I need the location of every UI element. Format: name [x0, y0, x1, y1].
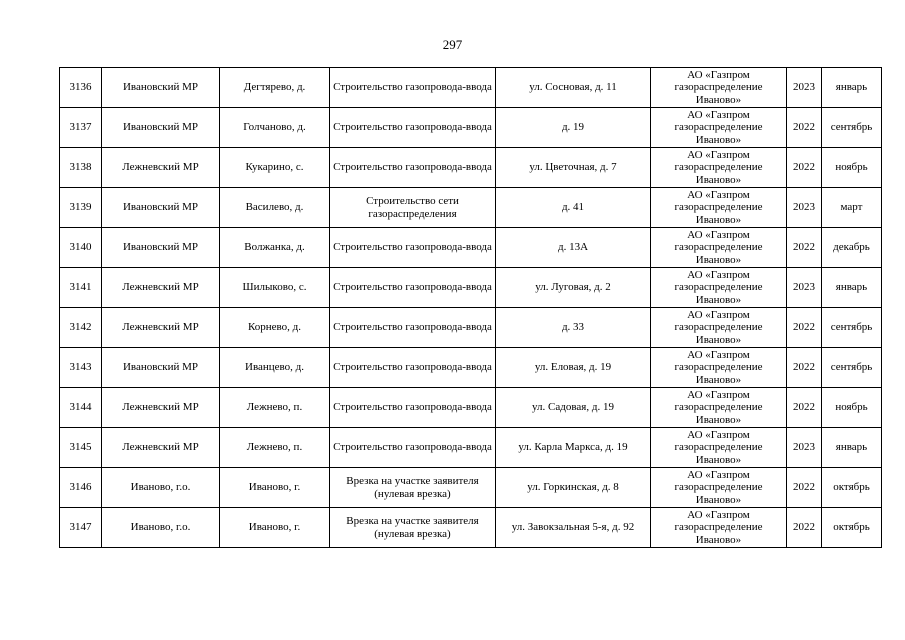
organization: АО «Газпром газораспределение Иваново»: [651, 148, 787, 188]
municipal-district: Иваново, г.о.: [102, 508, 220, 548]
month: октябрь: [822, 468, 882, 508]
table-row: [60, 468, 882, 508]
work-type: Врезка на участке заявителя (нулевая врезка): [330, 468, 496, 508]
settlement: Иваново, г.: [220, 508, 330, 548]
month: сентябрь: [822, 348, 882, 388]
work-type: Строительство газопровода-ввода: [330, 388, 496, 428]
municipal-district: Лежневский МР: [102, 148, 220, 188]
settlement: Иваново, г.: [220, 468, 330, 508]
year: 2023: [787, 268, 822, 308]
year: 2022: [787, 348, 822, 388]
address: ул. Горкинская, д. 8: [496, 468, 651, 508]
municipal-district: Лежневский МР: [102, 388, 220, 428]
month: сентябрь: [822, 308, 882, 348]
organization: АО «Газпром газораспределение Иваново»: [651, 188, 787, 228]
gasification-table: [59, 67, 882, 548]
month: ноябрь: [822, 388, 882, 428]
table-row: [60, 148, 882, 188]
month: март: [822, 188, 882, 228]
organization: АО «Газпром газораспределение Иваново»: [651, 68, 787, 108]
table-row: [60, 108, 882, 148]
year: 2022: [787, 228, 822, 268]
settlement: Иванцево, д.: [220, 348, 330, 388]
settlement: Дегтярево, д.: [220, 68, 330, 108]
address: ул. Еловая, д. 19: [496, 348, 651, 388]
year: 2022: [787, 388, 822, 428]
row-number: 3139: [60, 188, 102, 228]
table-row: [60, 348, 882, 388]
work-type: Врезка на участке заявителя (нулевая врезка): [330, 508, 496, 548]
month: январь: [822, 68, 882, 108]
address: ул. Цветочная, д. 7: [496, 148, 651, 188]
table-row: [60, 428, 882, 468]
settlement: Голчаново, д.: [220, 108, 330, 148]
row-number: 3144: [60, 388, 102, 428]
table-row: [60, 308, 882, 348]
address: д. 33: [496, 308, 651, 348]
work-type: Строительство газопровода-ввода: [330, 228, 496, 268]
table-row: [60, 188, 882, 228]
year: 2022: [787, 148, 822, 188]
organization: АО «Газпром газораспределение Иваново»: [651, 268, 787, 308]
work-type: Строительство газопровода-ввода: [330, 68, 496, 108]
table-row: [60, 68, 882, 108]
organization: АО «Газпром газораспределение Иваново»: [651, 308, 787, 348]
address: ул. Завокзальная 5-я, д. 92: [496, 508, 651, 548]
year: 2023: [787, 68, 822, 108]
year: 2022: [787, 508, 822, 548]
table-body: [60, 68, 882, 548]
municipal-district: Лежневский МР: [102, 268, 220, 308]
organization: АО «Газпром газораспределение Иваново»: [651, 508, 787, 548]
month: ноябрь: [822, 148, 882, 188]
year: 2023: [787, 428, 822, 468]
work-type: Строительство газопровода-ввода: [330, 108, 496, 148]
settlement: Лежнево, п.: [220, 388, 330, 428]
month: январь: [822, 268, 882, 308]
table-row: [60, 228, 882, 268]
row-number: 3143: [60, 348, 102, 388]
work-type: Строительство газопровода-ввода: [330, 268, 496, 308]
month: декабрь: [822, 228, 882, 268]
organization: АО «Газпром газораспределение Иваново»: [651, 468, 787, 508]
address: ул. Садовая, д. 19: [496, 388, 651, 428]
organization: АО «Газпром газораспределение Иваново»: [651, 228, 787, 268]
settlement: Василево, д.: [220, 188, 330, 228]
page-number: 297: [442, 37, 463, 52]
row-number: 3142: [60, 308, 102, 348]
row-number: 3137: [60, 108, 102, 148]
table-row: [60, 508, 882, 548]
work-type: Строительство газопровода-ввода: [330, 428, 496, 468]
municipal-district: Лежневский МР: [102, 308, 220, 348]
work-type: Строительство газопровода-ввода: [330, 348, 496, 388]
address: ул. Сосновая, д. 11: [496, 68, 651, 108]
table-row: [60, 388, 882, 428]
work-type: Строительство сети газораспределения: [330, 188, 496, 228]
month: октябрь: [822, 508, 882, 548]
row-number: 3147: [60, 508, 102, 548]
settlement: Лежнево, п.: [220, 428, 330, 468]
municipal-district: Иваново, г.о.: [102, 468, 220, 508]
year: 2022: [787, 468, 822, 508]
address: д. 19: [496, 108, 651, 148]
row-number: 3136: [60, 68, 102, 108]
settlement: Корнево, д.: [220, 308, 330, 348]
year: 2022: [787, 308, 822, 348]
settlement: Шилыково, с.: [220, 268, 330, 308]
address: ул. Карла Маркса, д. 19: [496, 428, 651, 468]
municipal-district: Ивановский МР: [102, 188, 220, 228]
organization: АО «Газпром газораспределение Иваново»: [651, 428, 787, 468]
row-number: 3138: [60, 148, 102, 188]
organization: АО «Газпром газораспределение Иваново»: [651, 348, 787, 388]
municipal-district: Лежневский МР: [102, 428, 220, 468]
address: д. 41: [496, 188, 651, 228]
organization: АО «Газпром газораспределение Иваново»: [651, 108, 787, 148]
address: д. 13А: [496, 228, 651, 268]
settlement: Волжанка, д.: [220, 228, 330, 268]
month: январь: [822, 428, 882, 468]
table-row: [60, 268, 882, 308]
settlement: Кукарино, с.: [220, 148, 330, 188]
municipal-district: Ивановский МР: [102, 68, 220, 108]
month: сентябрь: [822, 108, 882, 148]
row-number: 3141: [60, 268, 102, 308]
address: ул. Луговая, д. 2: [496, 268, 651, 308]
municipal-district: Ивановский МР: [102, 108, 220, 148]
work-type: Строительство газопровода-ввода: [330, 148, 496, 188]
row-number: 3140: [60, 228, 102, 268]
row-number: 3146: [60, 468, 102, 508]
work-type: Строительство газопровода-ввода: [330, 308, 496, 348]
organization: АО «Газпром газораспределение Иваново»: [651, 388, 787, 428]
municipal-district: Ивановский МР: [102, 348, 220, 388]
row-number: 3145: [60, 428, 102, 468]
municipal-district: Ивановский МР: [102, 228, 220, 268]
year: 2022: [787, 108, 822, 148]
year: 2023: [787, 188, 822, 228]
